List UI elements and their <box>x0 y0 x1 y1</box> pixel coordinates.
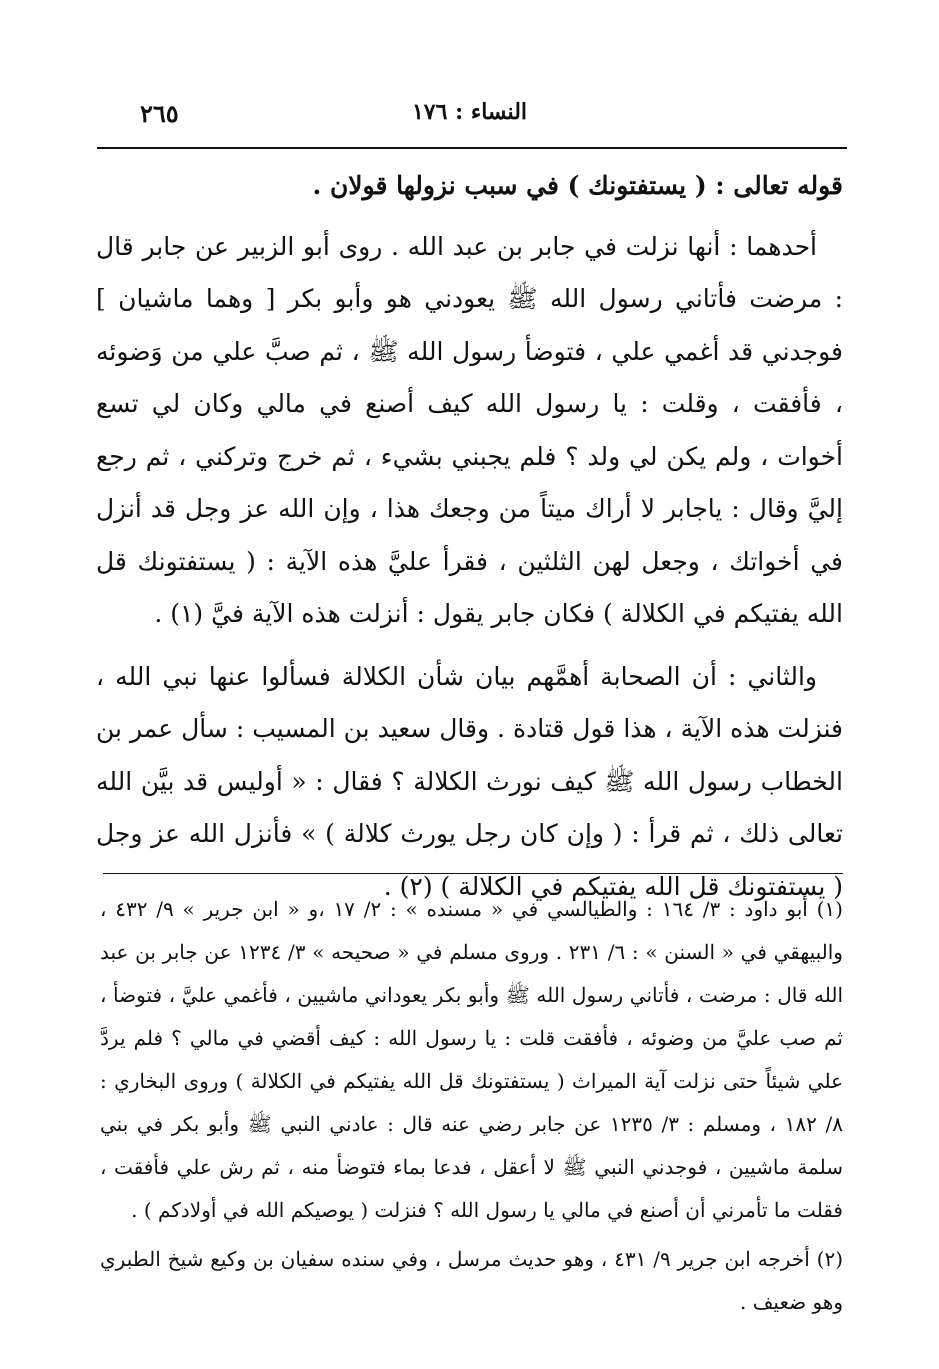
footnote-1: (١) أبو داود : ٣/ ١٦٤ : والطيالسي في « مسنده » : ٢/ ١٧ ،و « ابن جرير » ٩/ ٤٣٢ ، والبيهقي في « السنن » : ٦/ ٢٣١ . وروى مسلم في « صحيحه » ٣/ ١٢٣٤ عن جابر بن عبد الله قال : مرضت ، فأتاني رسول الله ﷺ وأبو بكر يعوداني ماشيين ، فأغمي عليَّ ، فتوضأ ، ثم صب عليَّ من وضوئه ، فأفقت قلت : يا رسول الله : كيف أقضي في مالي ؟ فلم يردَّ علي شيئاً حتى نزلت آية الميراث ( يستفتونك قل الله يفتيكم في الكلالة ) وروى البخاري : ٨/ ١٨٢ ، ومسلم : ٣/ ١٢٣٥ عن جابر رضي عنه قال : عادني النبي ﷺ وأبو بكر في بني سلمة ماشيين ، فوجدني النبي ﷺ لا أعقل ، فدعا بماء فتوضأ منه ، ثم رش علي فأفقت ، فقلت ما تأمرني أن أصنع في مالي يا رسول الله ؟ فنزلت ( يوصيكم الله في أولادكم ) . <box>100 897 843 1222</box>
footnote-rule <box>103 873 843 874</box>
heading-rest: ( يستفتونك ) في سبب نزولها قولان . <box>312 171 707 200</box>
page-number: ٢٦٥ <box>140 99 179 128</box>
paragraph-first-opinion: أحدهما : أنها نزلت في جابر بن عبد الله . روى أبو الزبير عن جابر قال : مرضت فأتاني رسول الله ﷺ يعودني هو وأبو بكر [ وهما ماشيان ] فوجدني قد أغمي علي ، فتوضأ رسول الله ﷺ ، ثم صبَّ علي من وَضوئه ، فأفقت ، وقلت : يا رسول الله كيف أصنع في مالي وكان لي تسع أخوات ، ولم يكن لي ولد ؟ فلم يجبني بشيء ، ثم خرج وتركني ، ثم رجع إليَّ وقال : ياجابر لا أراك ميتاً من وجعك هذا ، وإن الله عز وجل قد أنزل في أخواتك ، وجعل لهن الثلثين ، فقرأ عليَّ هذه الآية : ( يستفتونك قل الله يفتيكم في الكلالة ) فكان جابر يقول : أنزلت هذه الآية فيَّ (١) . <box>96 231 843 628</box>
footnotes <box>100 888 843 1330</box>
section-title: النساء : ١٧٦ <box>411 99 528 125</box>
verse-heading <box>96 160 843 213</box>
paragraph-second-opinion: والثاني : أن الصحابة أهمَّهم بيان شأن الكلالة فسألوا عنها نبي الله ، فنزلت هذه الآية ، هذا قول قتادة . وقال سعيد بن المسيب : سأل عمر بن الخطاب رسول الله ﷺ كيف نورث الكلالة ؟ فقال : « أوليس قد بيَّن الله تعالى ذلك ، ثم قرأ : ( وإن كان رجل يورث كلالة ) » فأنزل الله عز وجل ( يستفتونك قل الله يفتيكم في الكلالة ) (٢) . <box>96 661 843 901</box>
header-rule <box>97 147 847 149</box>
heading-lead: قوله تعالى : <box>715 171 843 200</box>
footnote-2: (٢) أخرجه ابن جرير ٩/ ٤٣١ ، وهو حديث مرسل ، وفي سنده سفيان بن وكيع شيخ الطبري وهو ضعيف . <box>100 1247 843 1314</box>
page-header <box>100 95 839 135</box>
main-text <box>96 160 843 923</box>
